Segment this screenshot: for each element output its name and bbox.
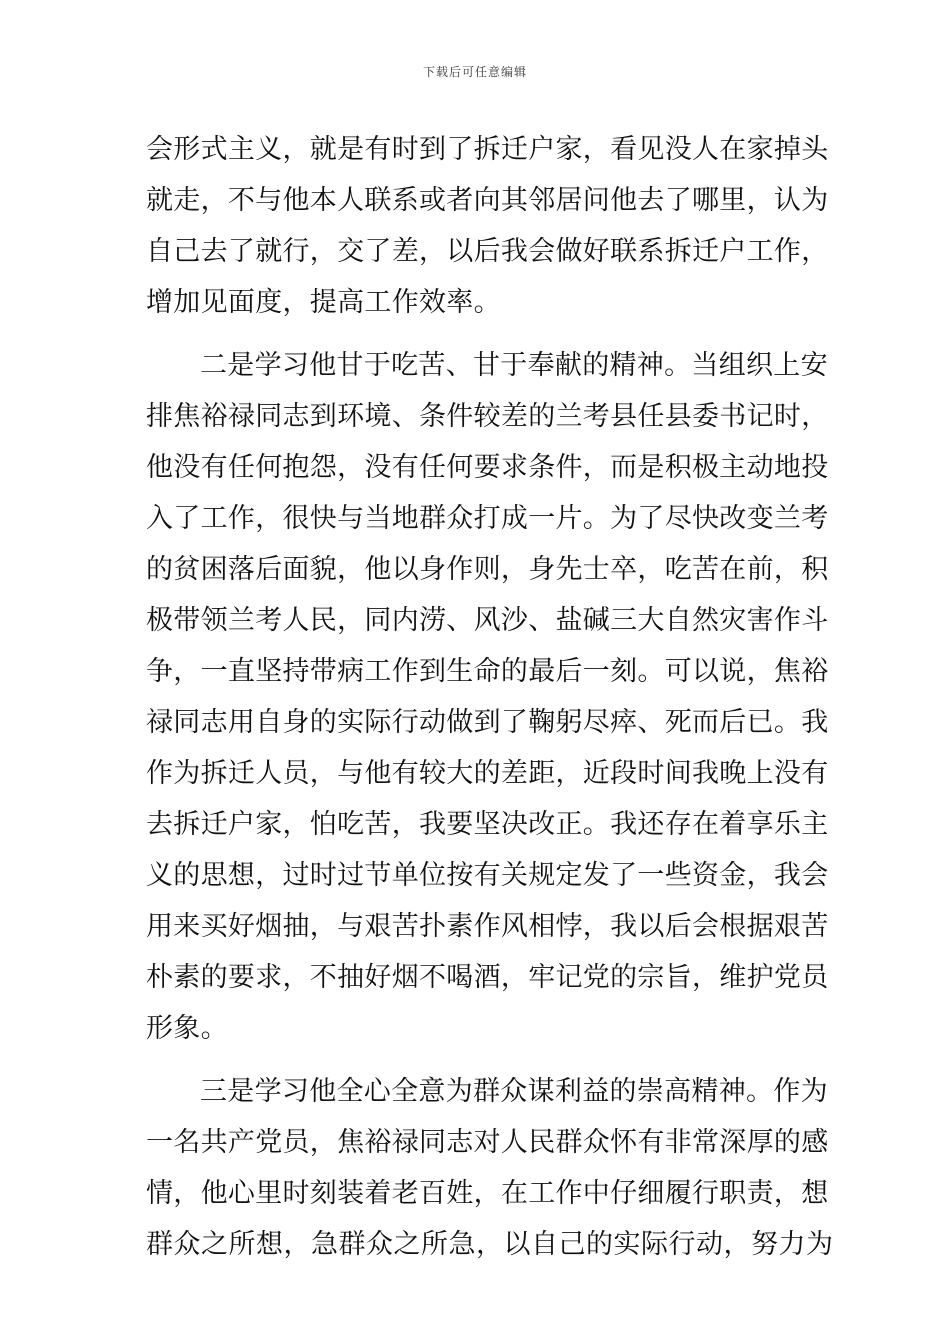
text-line: 一名共产党员，焦裕禄同志对人民群众怀有非常深厚的感 [146,1127,829,1158]
text-line: 的贫困落后面貌，他以身作则，身先士卒，吃苦在前，积 [146,554,829,585]
text-line: 去拆迁户家，怕吃苦，我要坚决改正。我还存在着享乐主 [146,809,829,840]
text-line: 群众之所想，急群众之所急，以自己的实际行动，努力为 [146,1229,834,1260]
text-line: 他没有任何抱怨，没有任何要求条件，而是积极主动地投 [146,452,829,483]
text-line: 禄同志用自身的实际行动做到了鞠躬尽瘁、死而后已。我 [146,707,829,738]
text-line: 情，他心里时刻装着老百姓，在工作中仔细履行职责，想 [146,1178,829,1209]
text-line: 争，一直坚持带病工作到生命的最后一刻。可以说，焦裕 [146,656,829,687]
text-line: 排焦裕禄同志到环境、条件较差的兰考县任县委书记时， [146,401,829,432]
page-header: 下载后可任意编辑 [422,65,527,79]
text-line: 义的思想，过时过节单位按有关规定发了一些资金，我会 [146,860,829,891]
text-line: 就走，不与他本人联系或者向其邻居问他去了哪里，认为 [146,185,829,216]
text-line: 会形式主义，就是有时到了拆迁户家，看见没人在家掉头 [146,134,829,165]
text-line: 作为拆迁人员，与他有较大的差距，近段时间我晚上没有 [146,758,829,789]
text-line: 三是学习他全心全意为群众谋利益的崇高精神。作为 [200,1076,828,1107]
text-line: 朴素的要求，不抽好烟不喝酒，牢记党的宗旨，维护党员 [146,962,829,993]
text-line: 入了工作，很快与当地群众打成一片。为了尽快改变兰考 [146,503,829,534]
text-line: 二是学习他甘于吃苦、甘于奉献的精神。当组织上安 [200,350,828,381]
text-line: 极带领兰考人民，同内涝、风沙、盐碱三大自然灾害作斗 [146,605,829,636]
text-line: 增加见面度，提高工作效率。 [146,287,501,318]
text-line: 自己去了就行，交了差，以后我会做好联系拆迁户工作， [146,236,829,267]
document-body [146,124,834,1270]
paragraph-2 [146,340,829,1054]
paragraph-1 [146,124,829,328]
text-line: 形象。 [146,1013,228,1044]
paragraph-3 [146,1066,834,1270]
text-line: 用来买好烟抽，与艰苦扑素作风相悖，我以后会根据艰苦 [146,911,829,942]
